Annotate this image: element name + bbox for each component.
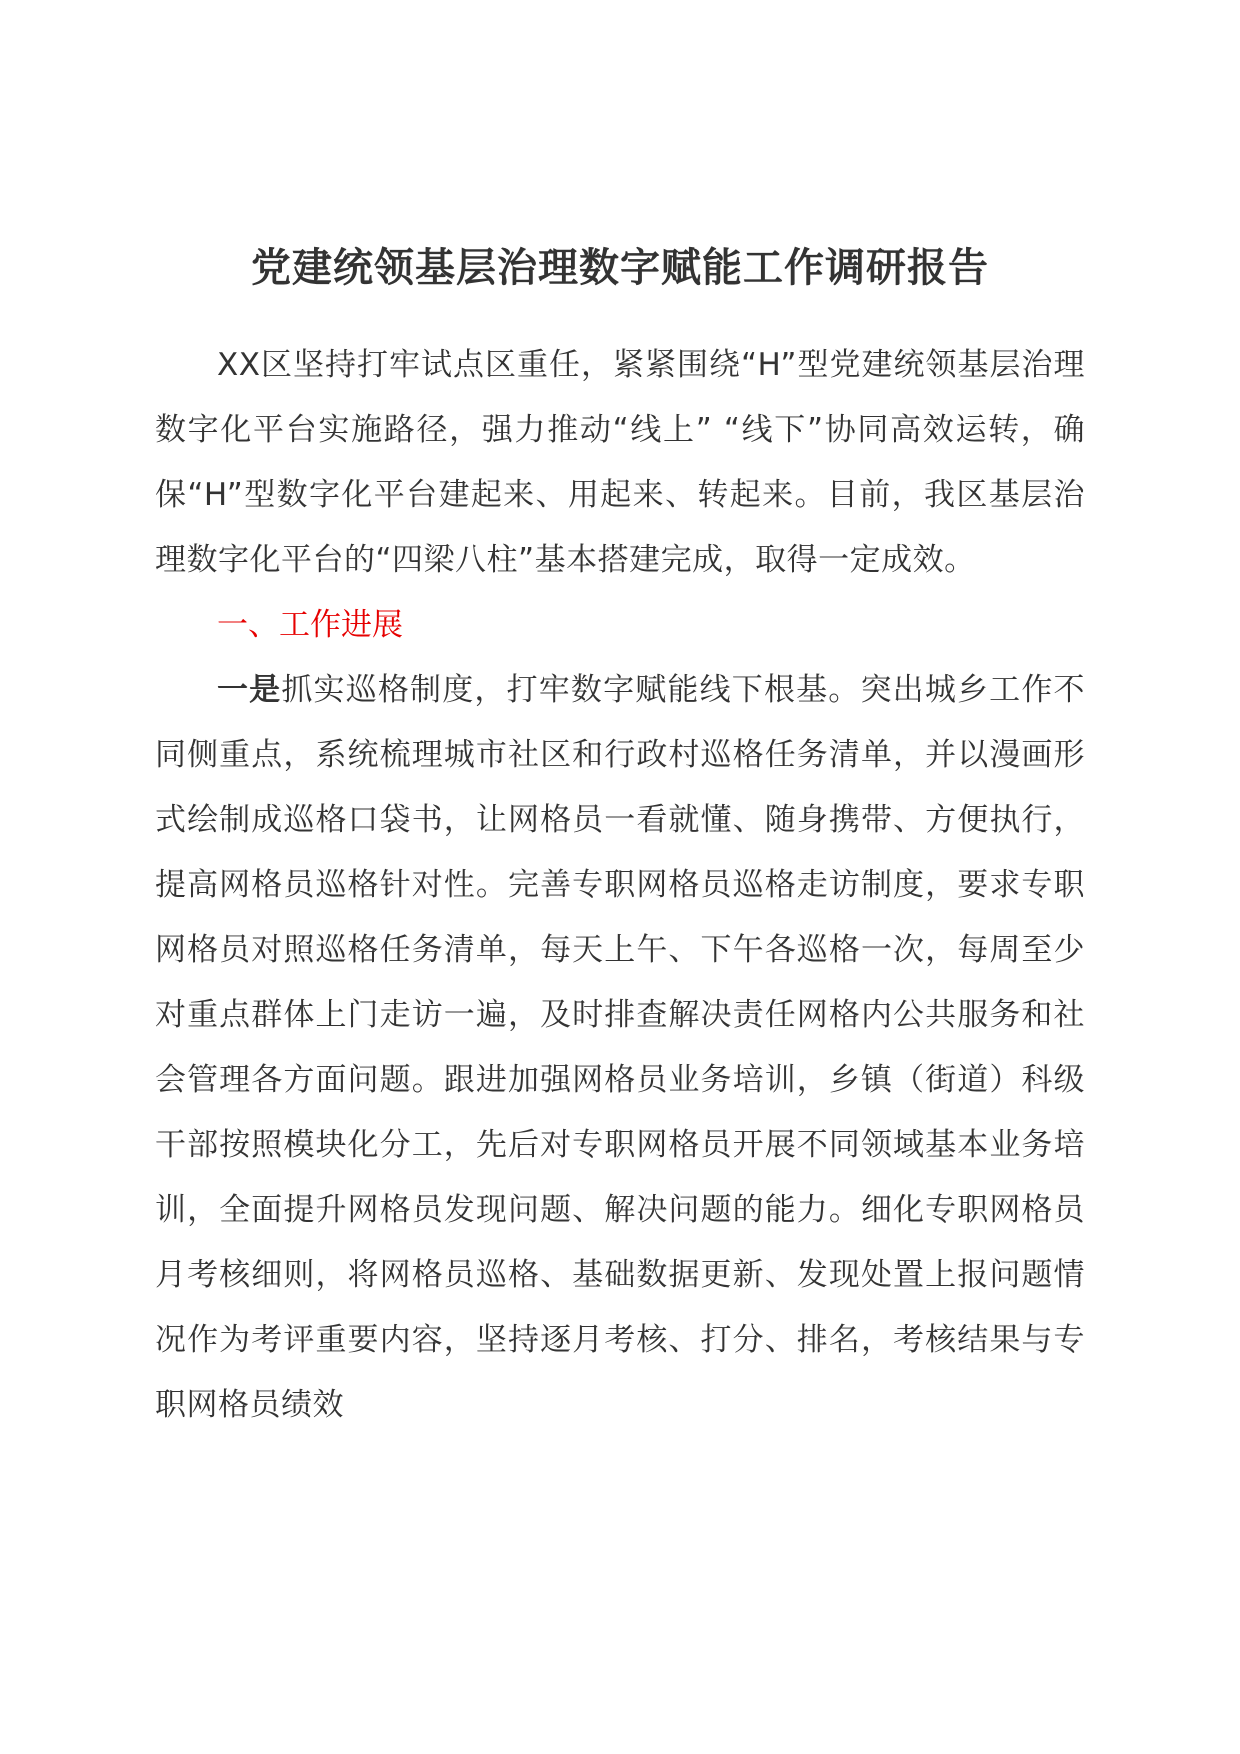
section-heading-progress: 一、工作进展 bbox=[217, 607, 403, 643]
intro-paragraph: XX区坚持打牢试点区重任，紧紧围绕“H”型党建统领基层治理数字化平台实施路径，强力推动“线上” “线下”协同高效运转，确保“H”型数字化平台建起来、用起来、转起来。目前，我区基层治理数字化平台的“四梁八柱”基本搭建完成，取得一定成效。 bbox=[155, 347, 1085, 578]
paragraph-lead: 一是 bbox=[217, 672, 282, 708]
paragraph-text: 抓实巡格制度，打牢数字赋能线下根基。突出城乡工作不同侧重点，系统梳理城市社区和行政村巡格任务清单，并以漫画形式绘制成巡格口袋书，让网格员一看就懂、随身携带、方便执行，提高网格员巡格针对性。完善专职网格员巡格走访制度，要求专职网格员对照巡格任务清单，每天上午、下午各巡格一次，每周至少对重点群体上门走访一遍，及时排查解决责任网格内公共服务和社会管理各方面问题。跟进加强网格员业务培训，乡镇（街道）科级干部按照模块化分工，先后对专职网格员开展不同领域基本业务培训，全面提升网格员发现问题、解决问题的能力。细化专职网格员月考核细则，将网格员巡格、基础数据更新、发现处置上报问题情况作为考评重要内容，坚持逐月考核、打分、排名，考核结果与专职网格员绩效 bbox=[155, 672, 1086, 1423]
document-body bbox=[155, 333, 1085, 1438]
paragraph-patrol-system bbox=[155, 658, 1085, 1438]
document-title: 党建统领基层治理数字赋能工作调研报告 bbox=[251, 245, 989, 291]
